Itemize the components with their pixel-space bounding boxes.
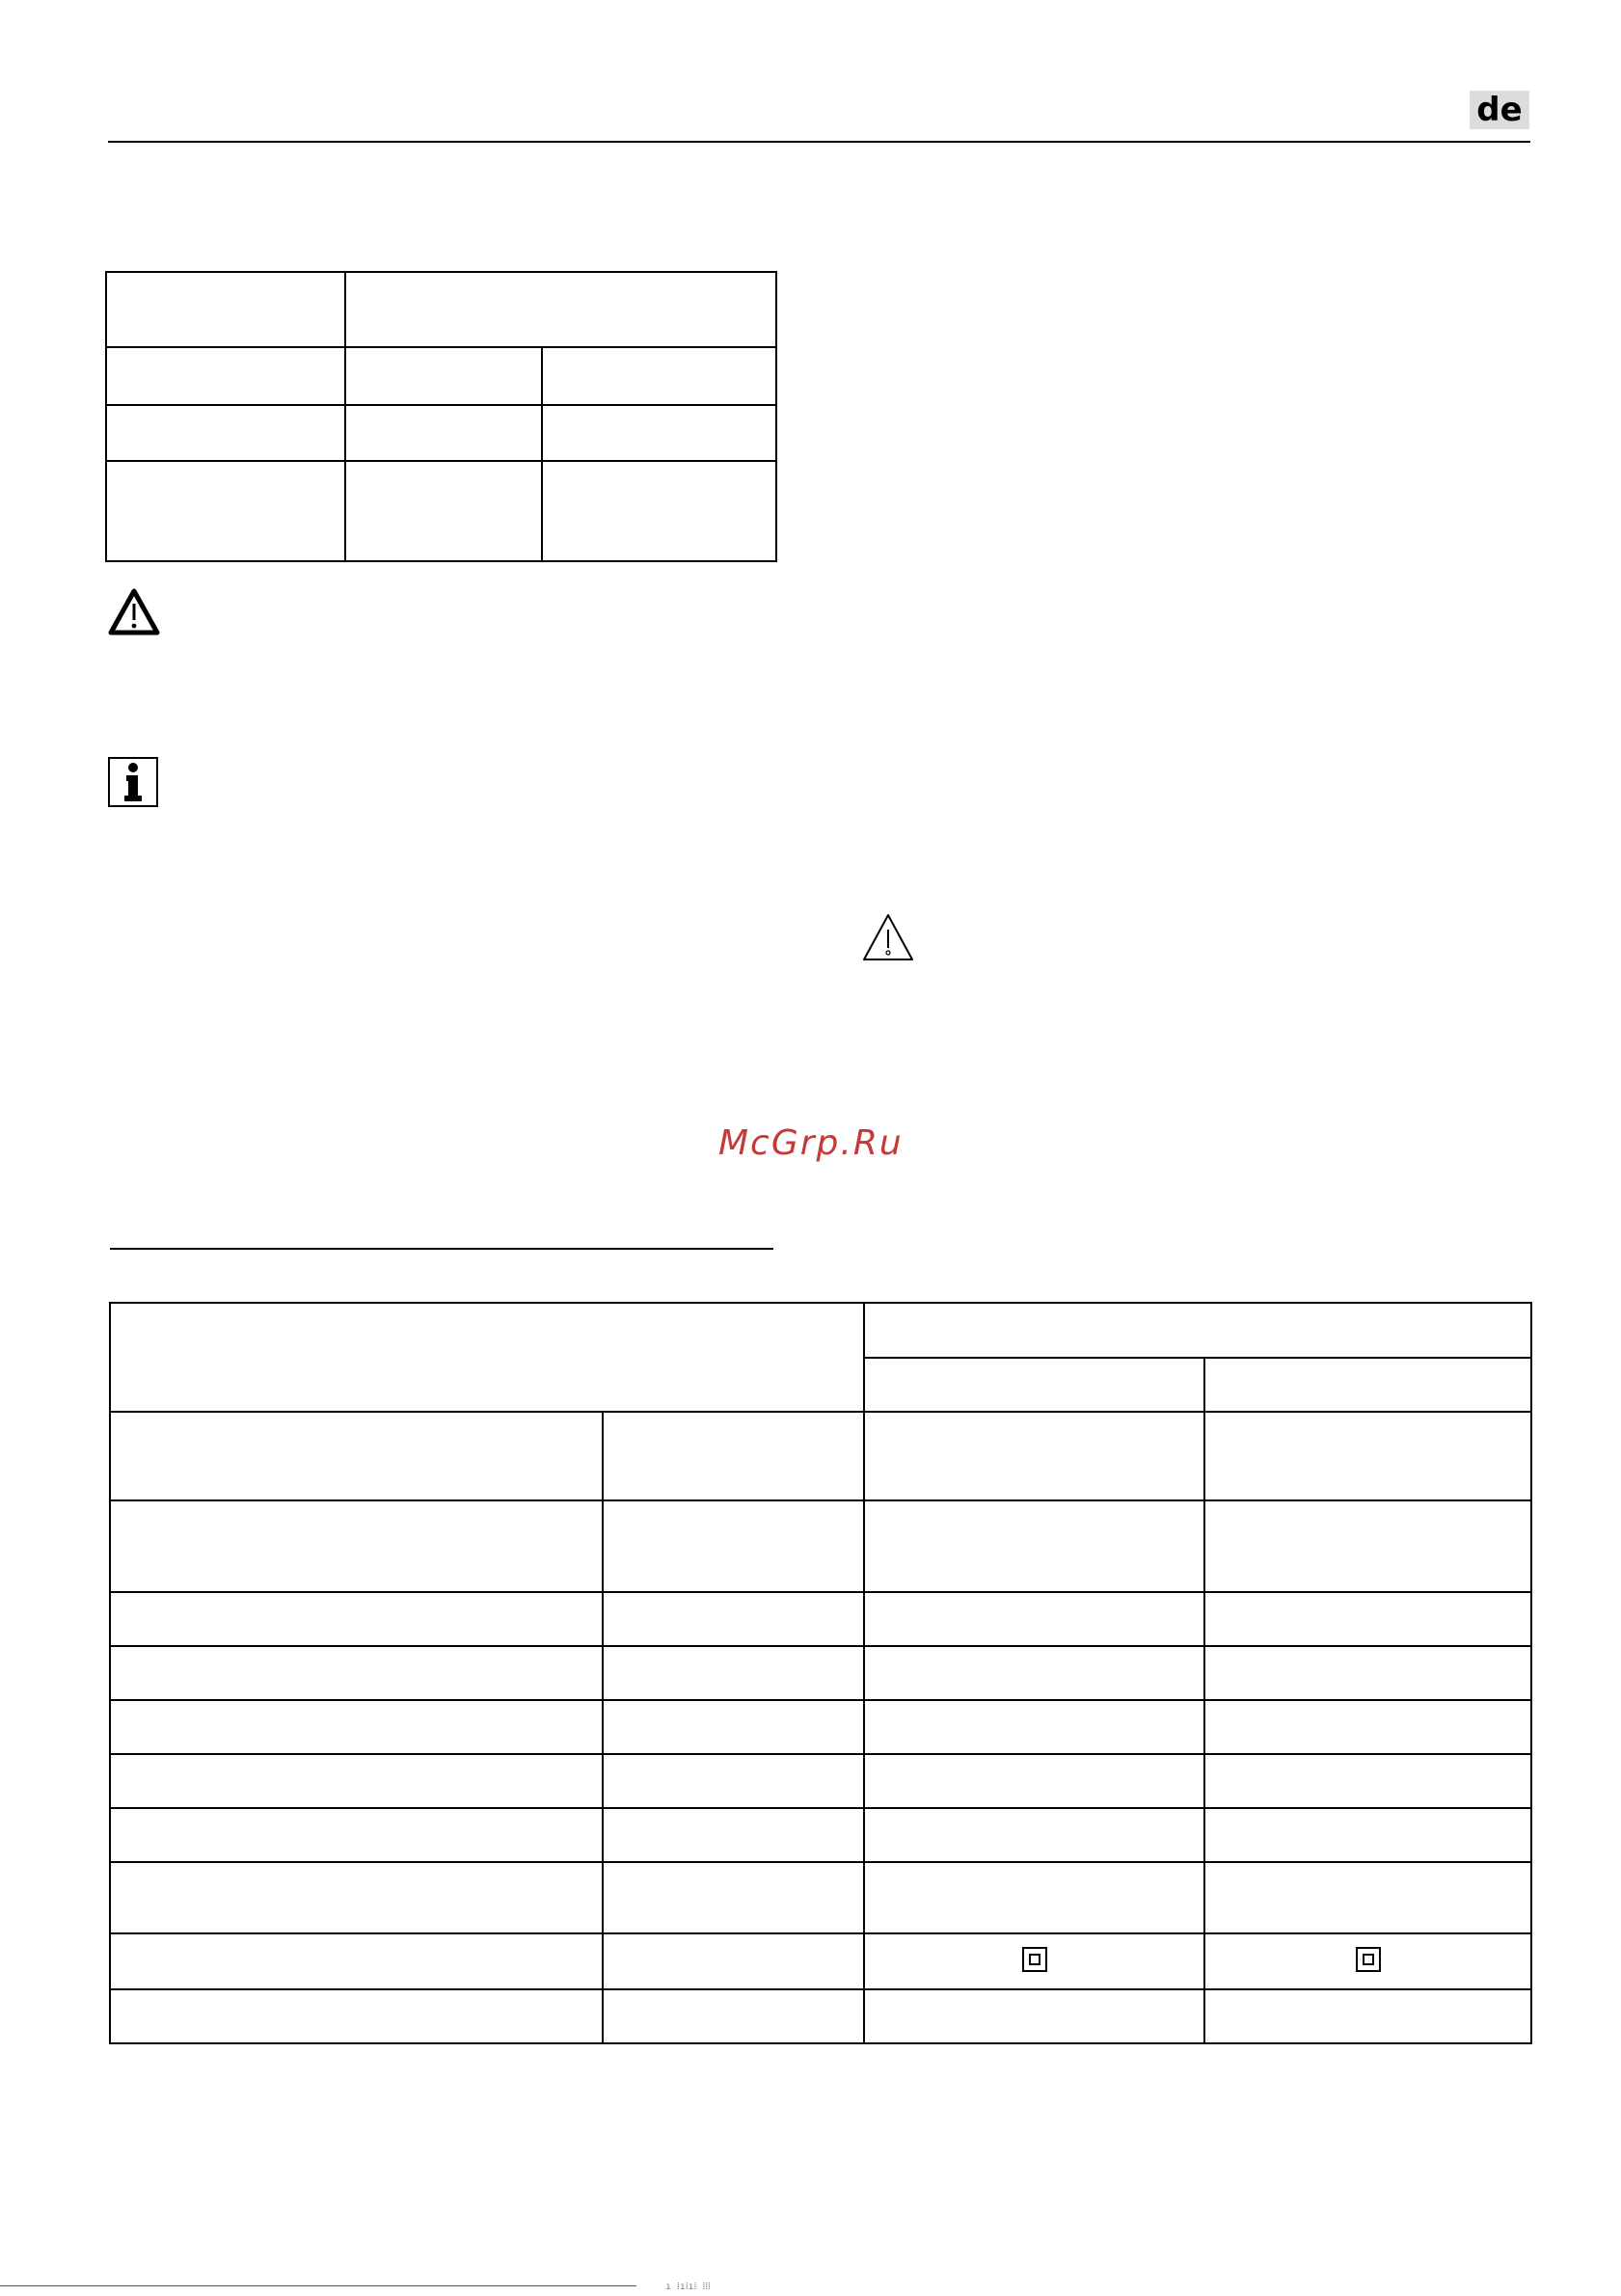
table-cell	[603, 1933, 864, 1989]
table-cell	[542, 347, 776, 405]
table-row	[110, 1754, 1531, 1808]
table-cell	[864, 1412, 1204, 1500]
table-cell	[106, 405, 345, 461]
table-cell	[864, 1862, 1204, 1933]
warning-triangle-icon	[861, 912, 915, 962]
table-cell	[110, 1754, 603, 1808]
table-cell	[864, 1754, 1204, 1808]
protection-class-ii-icon	[1022, 1947, 1047, 1972]
table-cell	[1204, 1500, 1531, 1592]
table-cell	[1204, 1412, 1531, 1500]
table-cell	[864, 1646, 1204, 1700]
table-row	[110, 1303, 1531, 1358]
table-cell	[542, 461, 776, 561]
table-row	[110, 1412, 1531, 1500]
table-cell	[1204, 1592, 1531, 1646]
table-cell	[603, 1592, 864, 1646]
table-cell	[864, 1700, 1204, 1754]
table-cell	[1204, 1754, 1531, 1808]
table-cell	[345, 347, 542, 405]
table-cell	[864, 1500, 1204, 1592]
footer-divider	[0, 2285, 636, 2286]
footer-print-marks: ı ⁞ı⁞ı⁞ ⁞⁞⁞	[665, 2282, 711, 2292]
table-cell	[1204, 1862, 1531, 1933]
spec-table	[109, 1302, 1532, 2044]
table-cell	[106, 461, 345, 561]
header-divider	[108, 141, 1530, 143]
table-cell	[110, 1646, 603, 1700]
table-cell	[1204, 1933, 1531, 1989]
table-row	[110, 1808, 1531, 1862]
table-cell	[110, 1412, 603, 1500]
top-table	[105, 271, 777, 562]
protection-class-ii-icon	[1356, 1947, 1381, 1972]
table-row	[110, 1862, 1531, 1933]
table-cell	[106, 272, 345, 347]
table-row	[110, 1700, 1531, 1754]
table-row	[110, 1933, 1531, 1989]
section-divider	[110, 1248, 773, 1250]
table-cell	[864, 1933, 1204, 1989]
table-cell	[345, 405, 542, 461]
table-row	[106, 461, 776, 561]
table-cell	[1204, 1358, 1531, 1412]
table-row	[110, 1646, 1531, 1700]
table-cell	[110, 1862, 603, 1933]
table-row	[110, 1989, 1531, 2043]
table-cell	[110, 1989, 603, 2043]
table-row	[110, 1592, 1531, 1646]
table-cell	[603, 1500, 864, 1592]
table-cell	[110, 1700, 603, 1754]
table-cell	[603, 1989, 864, 2043]
table-cell	[603, 1412, 864, 1500]
table-cell	[603, 1862, 864, 1933]
table-cell	[345, 272, 776, 347]
table-cell	[864, 1303, 1531, 1358]
table-row	[110, 1500, 1531, 1592]
table-cell	[345, 461, 542, 561]
info-icon	[108, 757, 158, 807]
table-cell	[1204, 1808, 1531, 1862]
table-cell	[603, 1646, 864, 1700]
table-cell	[864, 1592, 1204, 1646]
table-cell	[110, 1808, 603, 1862]
warning-triangle-icon	[108, 588, 160, 636]
language-badge: de	[1470, 91, 1529, 129]
table-cell	[1204, 1646, 1531, 1700]
table-cell	[106, 347, 345, 405]
table-cell	[110, 1303, 864, 1412]
table-cell	[603, 1754, 864, 1808]
table-row	[106, 347, 776, 405]
table-cell	[110, 1933, 603, 1989]
table-cell	[1204, 1989, 1531, 2043]
table-row	[106, 405, 776, 461]
table-row	[106, 272, 776, 347]
table-cell	[110, 1500, 603, 1592]
table-cell	[864, 1808, 1204, 1862]
table-cell	[1204, 1700, 1531, 1754]
table-cell	[864, 1358, 1204, 1412]
watermark: McGrp.Ru	[718, 1123, 904, 1163]
table-cell	[542, 405, 776, 461]
table-cell	[110, 1592, 603, 1646]
table-cell	[603, 1700, 864, 1754]
table-cell	[603, 1808, 864, 1862]
table-cell	[864, 1989, 1204, 2043]
